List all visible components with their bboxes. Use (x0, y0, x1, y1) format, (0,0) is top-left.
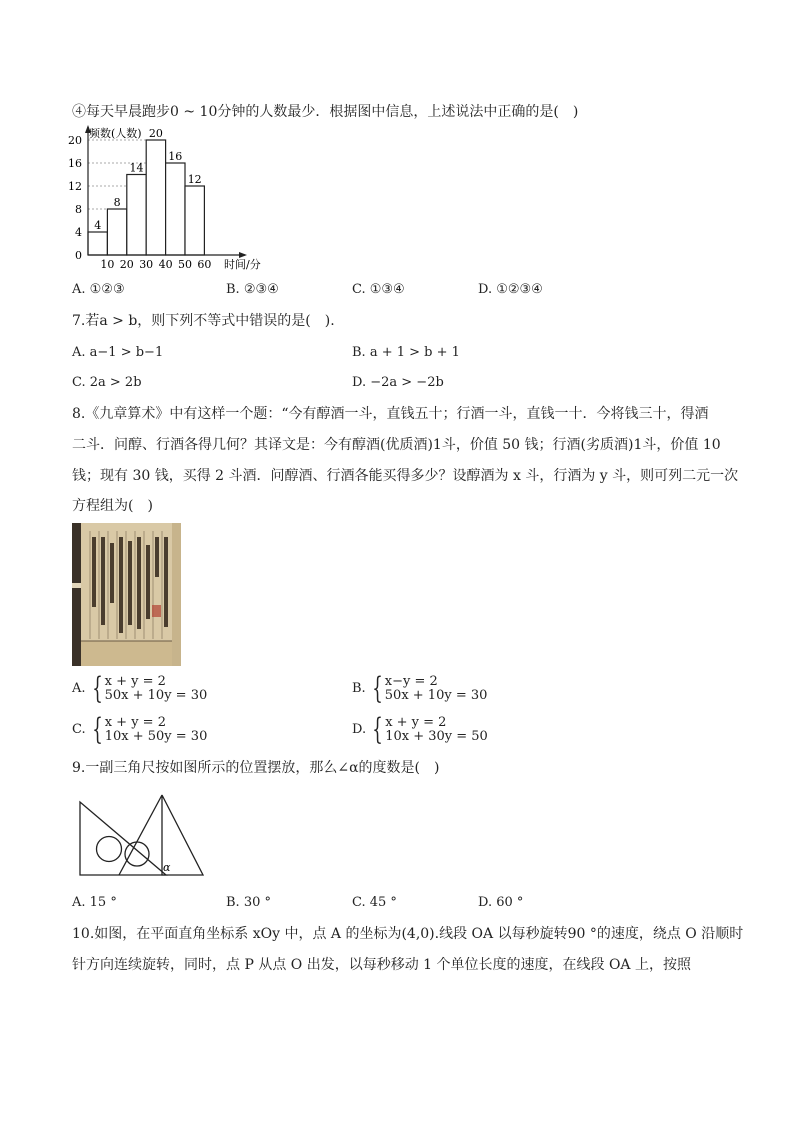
y-tick-label: 4 (75, 226, 82, 239)
right-triangle-45 (80, 802, 166, 875)
q8-line-2: 二斗．问醇、行酒各得几何？其译文是：今有醇酒(优质酒)1斗，价值 50 钱；行酒(劣质酒)1斗，价值 10 (72, 437, 721, 453)
brace-icon: { (372, 712, 383, 747)
y-tick-label: 8 (75, 203, 82, 216)
x-tick-label: 20 (119, 258, 134, 271)
y-axis-title: 频数(人数) (89, 127, 142, 140)
q8-line-3: 钱；现有 30 钱，买得 2 斗酒．问醇酒、行酒各能买得多少？设醇酒为 x 斗，行酒为 y 斗，则可列二元一次 (72, 468, 739, 484)
q8-option-d-eq1: x + y = 2 (385, 715, 447, 730)
angle-alpha-label: α (163, 861, 171, 874)
q9-option-a[interactable]: A. 15 ° (72, 895, 117, 910)
q10-line-2: 针方向连续旋转，同时，点 P 从点 O 出发，以每秒移动 1 个单位长度的速度，在线段 OA 上，按照 (72, 957, 691, 973)
x-tick-label: 60 (197, 258, 212, 271)
q9-option-c[interactable]: C. 45 ° (352, 895, 397, 910)
brace-icon: { (91, 712, 103, 747)
bar-value-label: 8 (113, 196, 121, 209)
q8-option-a-eq1: x + y = 2 (104, 674, 166, 689)
q9-option-b[interactable]: B. 30 ° (226, 895, 271, 910)
x-tick-label: 30 (139, 258, 154, 271)
q8-option-c-label: C. (72, 722, 86, 737)
q9-option-d[interactable]: D. 60 ° (478, 895, 524, 910)
brace-icon: { (371, 671, 383, 706)
bar-value-label: 20 (148, 127, 163, 140)
q10-line-1: 10.如图，在平面直角坐标系 xOy 中，点 A 的坐标为(4,0).线段 OA 以每秒旋转90 °的速度，绕点 O 沿顺时 (72, 926, 744, 942)
q8-option-a-label: A. (72, 681, 86, 696)
histogram-bar (166, 163, 185, 255)
q8-option-b-label: B. (352, 681, 366, 696)
histogram (62, 122, 262, 272)
q6-statement: ④每天早晨跑步0 ~ 10分钟的人数最少．根据图中信息，上述说法中正确的是( ) (72, 104, 579, 120)
hole-circle-left (97, 837, 122, 862)
q8-option-a-eq2: 50x + 10y = 30 (104, 688, 208, 703)
q8-option-c-eq1: x + y = 2 (104, 715, 166, 730)
q7-option-c[interactable]: C. 2a > 2b (72, 375, 142, 390)
bar-value-label: 16 (168, 150, 183, 163)
ancient-book-photo (72, 523, 181, 666)
q9-statement: 9.一副三角尺按如图所示的位置摆放，那么∠α的度数是( ) (72, 760, 440, 776)
bar-value-label: 12 (187, 173, 202, 186)
q8-option-b-eq2: 50x + 10y = 30 (384, 688, 488, 703)
q8-option-a[interactable] (72, 671, 208, 706)
bar-value-label: 4 (94, 219, 102, 232)
q7-option-b[interactable]: B. a + 1 > b + 1 (352, 345, 460, 360)
q7-option-a[interactable]: A. a−1 > b−1 (72, 345, 164, 360)
q8-option-b-eq1: x−y = 2 (384, 674, 438, 689)
q8-option-d-label: D. (352, 722, 367, 737)
y-tick-label: 16 (68, 157, 82, 170)
x-tick-label: 0 (75, 249, 82, 262)
q8-line-4: 方程组为( ) (72, 498, 153, 514)
x-tick-label: 10 (100, 258, 115, 271)
triangle-rulers-figure (76, 792, 216, 884)
q7-option-d[interactable]: D. −2a > −2b (352, 375, 444, 390)
histogram-bar (107, 209, 126, 255)
q6-option-c[interactable]: C. ①③④ (352, 282, 405, 297)
q6-option-b[interactable]: B. ②③④ (226, 282, 279, 297)
histogram-bar (127, 175, 146, 256)
y-tick-label: 12 (68, 180, 82, 193)
x-tick-label: 50 (178, 258, 192, 271)
q6-option-a[interactable]: A. ①②③ (72, 282, 125, 297)
q7-statement: 7.若a > b，则下列不等式中错误的是( ). (72, 313, 335, 329)
x-tick-label: 40 (158, 258, 173, 271)
q8-option-d[interactable] (352, 712, 488, 747)
q8-option-c-eq2: 10x + 50y = 30 (104, 729, 208, 744)
brace-icon: { (91, 671, 103, 706)
bar-value-label: 14 (129, 161, 144, 175)
hole-circle-right (125, 842, 149, 866)
histogram-bar (146, 140, 165, 255)
x-axis-title: 时间/分 (224, 258, 261, 271)
q8-option-b[interactable] (352, 671, 488, 706)
histogram-bar (185, 186, 204, 255)
q8-option-c[interactable] (72, 712, 208, 747)
y-tick-label: 20 (68, 134, 82, 147)
q8-line-1: 8.《九章算术》中有这样一个题：“今有醇酒一斗，直钱五十；行酒一斗，直钱一十．今将钱三十，得酒 (72, 406, 709, 422)
q8-option-d-eq2: 10x + 30y = 50 (385, 729, 488, 744)
histogram-bar (88, 232, 107, 255)
q6-option-d[interactable]: D. ①②③④ (478, 282, 543, 297)
